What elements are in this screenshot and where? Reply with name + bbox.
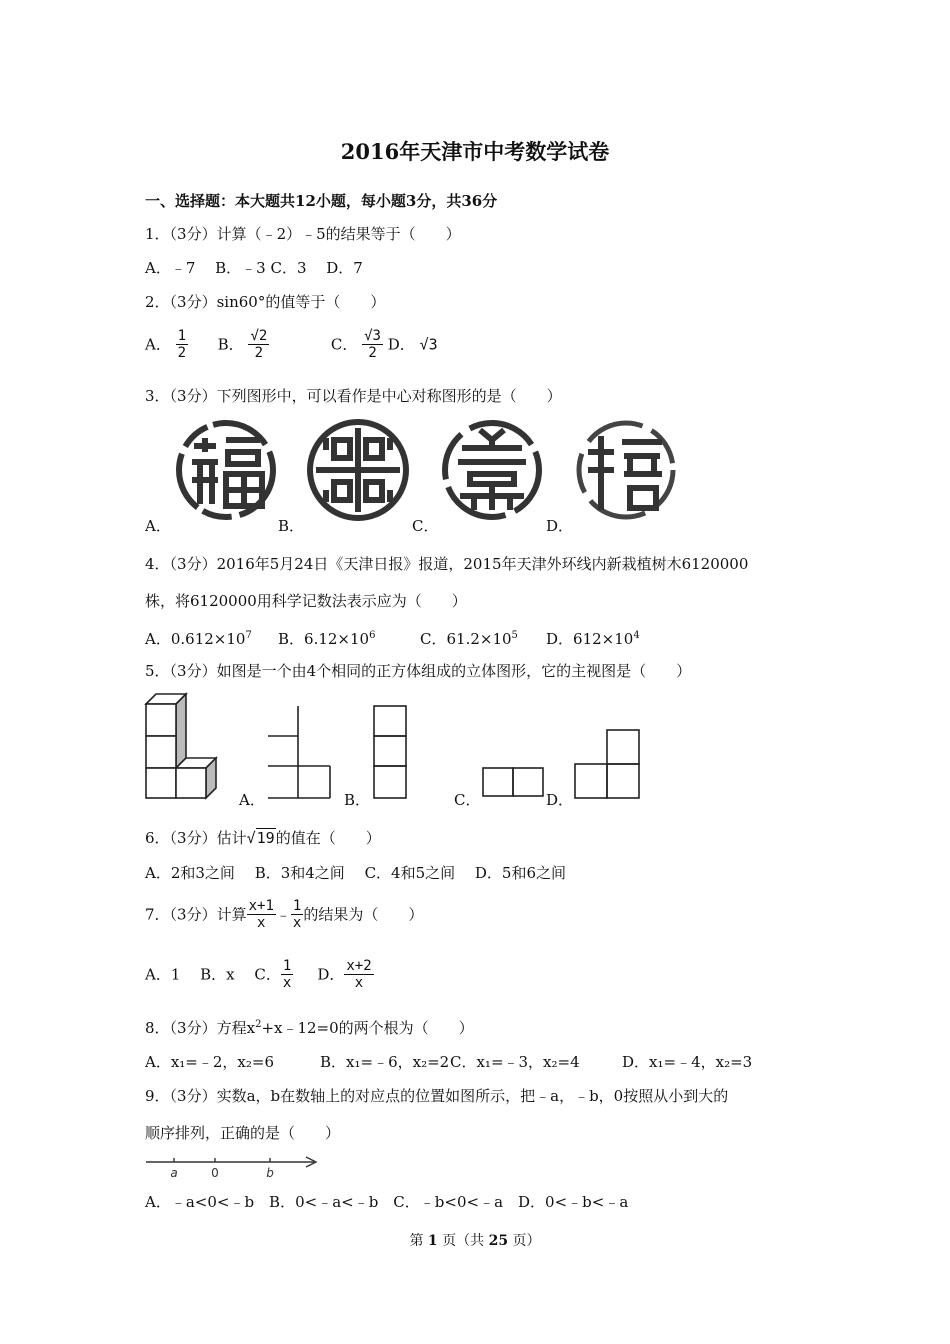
q7-frac-1 xyxy=(247,898,276,931)
section-heading: 一、选择题：本大题共12小题，每小题3分，共36分 xyxy=(145,192,498,210)
axis-label-0: 0 xyxy=(211,1166,219,1180)
minus-sign: ﹣ xyxy=(275,905,291,924)
frac-numerator: 1 xyxy=(282,958,292,974)
q8-option-d: D．x₁=﹣4，x₂=3 xyxy=(622,1053,753,1071)
q5-label-c: C． xyxy=(454,791,481,809)
frac-denominator: 2 xyxy=(177,345,187,361)
q4-option-a xyxy=(145,626,252,649)
q6-stem xyxy=(145,828,381,848)
current-page-number: 1 xyxy=(427,1233,438,1249)
q5-option-b-figure xyxy=(372,704,408,800)
q1-options: A．﹣7 B．﹣3 C．3 D．7 xyxy=(145,259,363,277)
q8-option-b: B．x₁=﹣6，x₂=2 xyxy=(320,1053,450,1071)
q3-stem: 3．（3分）下列图形中，可以看作是中心对称图形的是（ ） xyxy=(145,387,562,405)
exponent: 2 xyxy=(255,1019,262,1030)
axis-label-b: b xyxy=(266,1166,274,1180)
seal-fu-image xyxy=(174,418,278,522)
q7-frac-2 xyxy=(291,898,303,931)
q9-stem-line2: 顺序排列，正确的是（ ） xyxy=(145,1124,341,1142)
q3-label-d: D． xyxy=(546,517,574,535)
q5-option-c-figure xyxy=(481,766,545,798)
footer-pre: 第 xyxy=(409,1233,424,1249)
q2-label-a: A． xyxy=(145,335,171,354)
q6-options: A．2和3之间 B．3和4之间 C．4和5之间 D．5和6之间 xyxy=(145,864,567,882)
q5-solid-figure xyxy=(144,690,224,800)
q2-label-b: B． xyxy=(217,335,244,354)
frac-denominator: x xyxy=(292,915,302,931)
q5-option-d-figure xyxy=(573,728,641,800)
frac-denominator: x xyxy=(282,975,292,991)
q7-options xyxy=(145,958,374,1002)
radicand: 19 xyxy=(256,829,275,847)
q8-option-c: C．x₁=﹣3，x₂=4 xyxy=(450,1053,580,1071)
page-footer xyxy=(0,1230,950,1250)
q4-option-b-base: B．6.12×10 xyxy=(278,630,370,648)
q7-label-d: D． xyxy=(317,965,345,984)
q2-options xyxy=(145,328,438,368)
q3-label-b: B． xyxy=(278,517,305,535)
sqrt-19: √19 xyxy=(246,829,275,847)
q2-frac-b xyxy=(248,328,269,361)
q2-frac-a xyxy=(176,328,188,361)
frac-denominator: x xyxy=(354,975,364,991)
exponent: 5 xyxy=(511,630,518,641)
q7-options-ab: A．1 B．x C． xyxy=(145,965,281,984)
axis-label-a: a xyxy=(170,1166,178,1180)
frac-numerator: x+1 xyxy=(248,898,274,914)
frac-numerator: 1 xyxy=(177,328,187,344)
q8-stem xyxy=(145,1015,474,1038)
frac-numerator: 1 xyxy=(292,898,302,914)
page-title: 2016年天津市中考数学试卷 xyxy=(340,139,610,164)
q7-stem-pre: 7．（3分）计算 xyxy=(145,905,247,924)
q4-option-d xyxy=(546,626,640,649)
q9-stem-line1: 9．（3分）实数a，b在数轴上的对应点的位置如图所示，把﹣a，﹣b，0按照从小到大的 xyxy=(145,1087,729,1105)
frac-denominator: 2 xyxy=(254,345,264,361)
frac-denominator: x xyxy=(257,915,266,931)
q5-option-a-figure xyxy=(266,704,336,800)
q8-option-a: A．x₁=﹣2，x₂=6 xyxy=(145,1053,275,1071)
q6-stem-pre: 6．（3分）估计 xyxy=(145,829,247,847)
q7-frac-c xyxy=(281,958,293,991)
seal-lu-image xyxy=(440,418,544,522)
q2-label-d: D． xyxy=(387,335,415,354)
q3-label-c: C． xyxy=(412,517,439,535)
q5-stem: 5．（3分）如图是一个由4个相同的正方体组成的立体图形，它的主视图是（ ） xyxy=(145,662,692,680)
q5-label-d: D． xyxy=(546,791,574,809)
exponent: 7 xyxy=(245,630,252,641)
q1-stem: 1．（3分）计算（﹣2）﹣5的结果等于（ ） xyxy=(145,225,461,243)
frac-numerator: x+2 xyxy=(346,958,372,974)
q4-option-a-base: A．0.612×10 xyxy=(145,630,246,648)
exponent: 4 xyxy=(633,630,640,641)
q2-stem: 2．（3分）sin60°的值等于（ ） xyxy=(145,293,386,311)
q7-frac-d xyxy=(344,958,373,991)
q9-options: A．﹣a<0<﹣b B．0<﹣a<﹣b C．﹣b<0<﹣a D．0<﹣b<﹣a xyxy=(145,1193,629,1211)
q4-option-d-base: D．612×10 xyxy=(546,630,634,648)
q4-option-c-base: C．61.2×10 xyxy=(420,630,512,648)
q4-option-b xyxy=(278,626,375,649)
frac-denominator: 2 xyxy=(368,345,377,361)
q6-stem-post: 的值在（ ） xyxy=(275,829,381,847)
q2-frac-c xyxy=(362,328,383,361)
frac-numerator: √3 xyxy=(364,328,381,344)
seal-shou-image xyxy=(306,418,410,522)
footer-mid: 页（共 xyxy=(442,1233,485,1249)
q3-label-a: A． xyxy=(145,517,171,535)
footer-post: 页） xyxy=(512,1233,541,1249)
q2-label-c: C． xyxy=(330,335,358,354)
exponent: 6 xyxy=(369,630,376,641)
q4-stem-line2: 株，将6120000用科学记数法表示应为（ ） xyxy=(145,592,467,610)
frac-numerator: √2 xyxy=(250,328,268,344)
seal-xi-image xyxy=(574,418,678,522)
q4-option-c xyxy=(420,626,518,649)
q5-label-b: B． xyxy=(344,791,371,809)
q7-stem xyxy=(145,898,423,942)
q4-stem-line1: 4．（3分）2016年5月24日《天津日报》报道，2015年天津外环线内新栽植树木6120000 xyxy=(145,555,749,573)
number-line xyxy=(144,1152,322,1184)
q7-stem-post: 的结果为（ ） xyxy=(303,905,424,924)
q8-stem-post: +x﹣12=0的两个根为（ ） xyxy=(261,1019,474,1037)
q2-option-d: √3 xyxy=(419,335,438,354)
q5-label-a: A． xyxy=(239,791,265,809)
total-page-count: 25 xyxy=(488,1233,509,1249)
q8-stem-pre: 8．（3分）方程x xyxy=(145,1019,256,1037)
